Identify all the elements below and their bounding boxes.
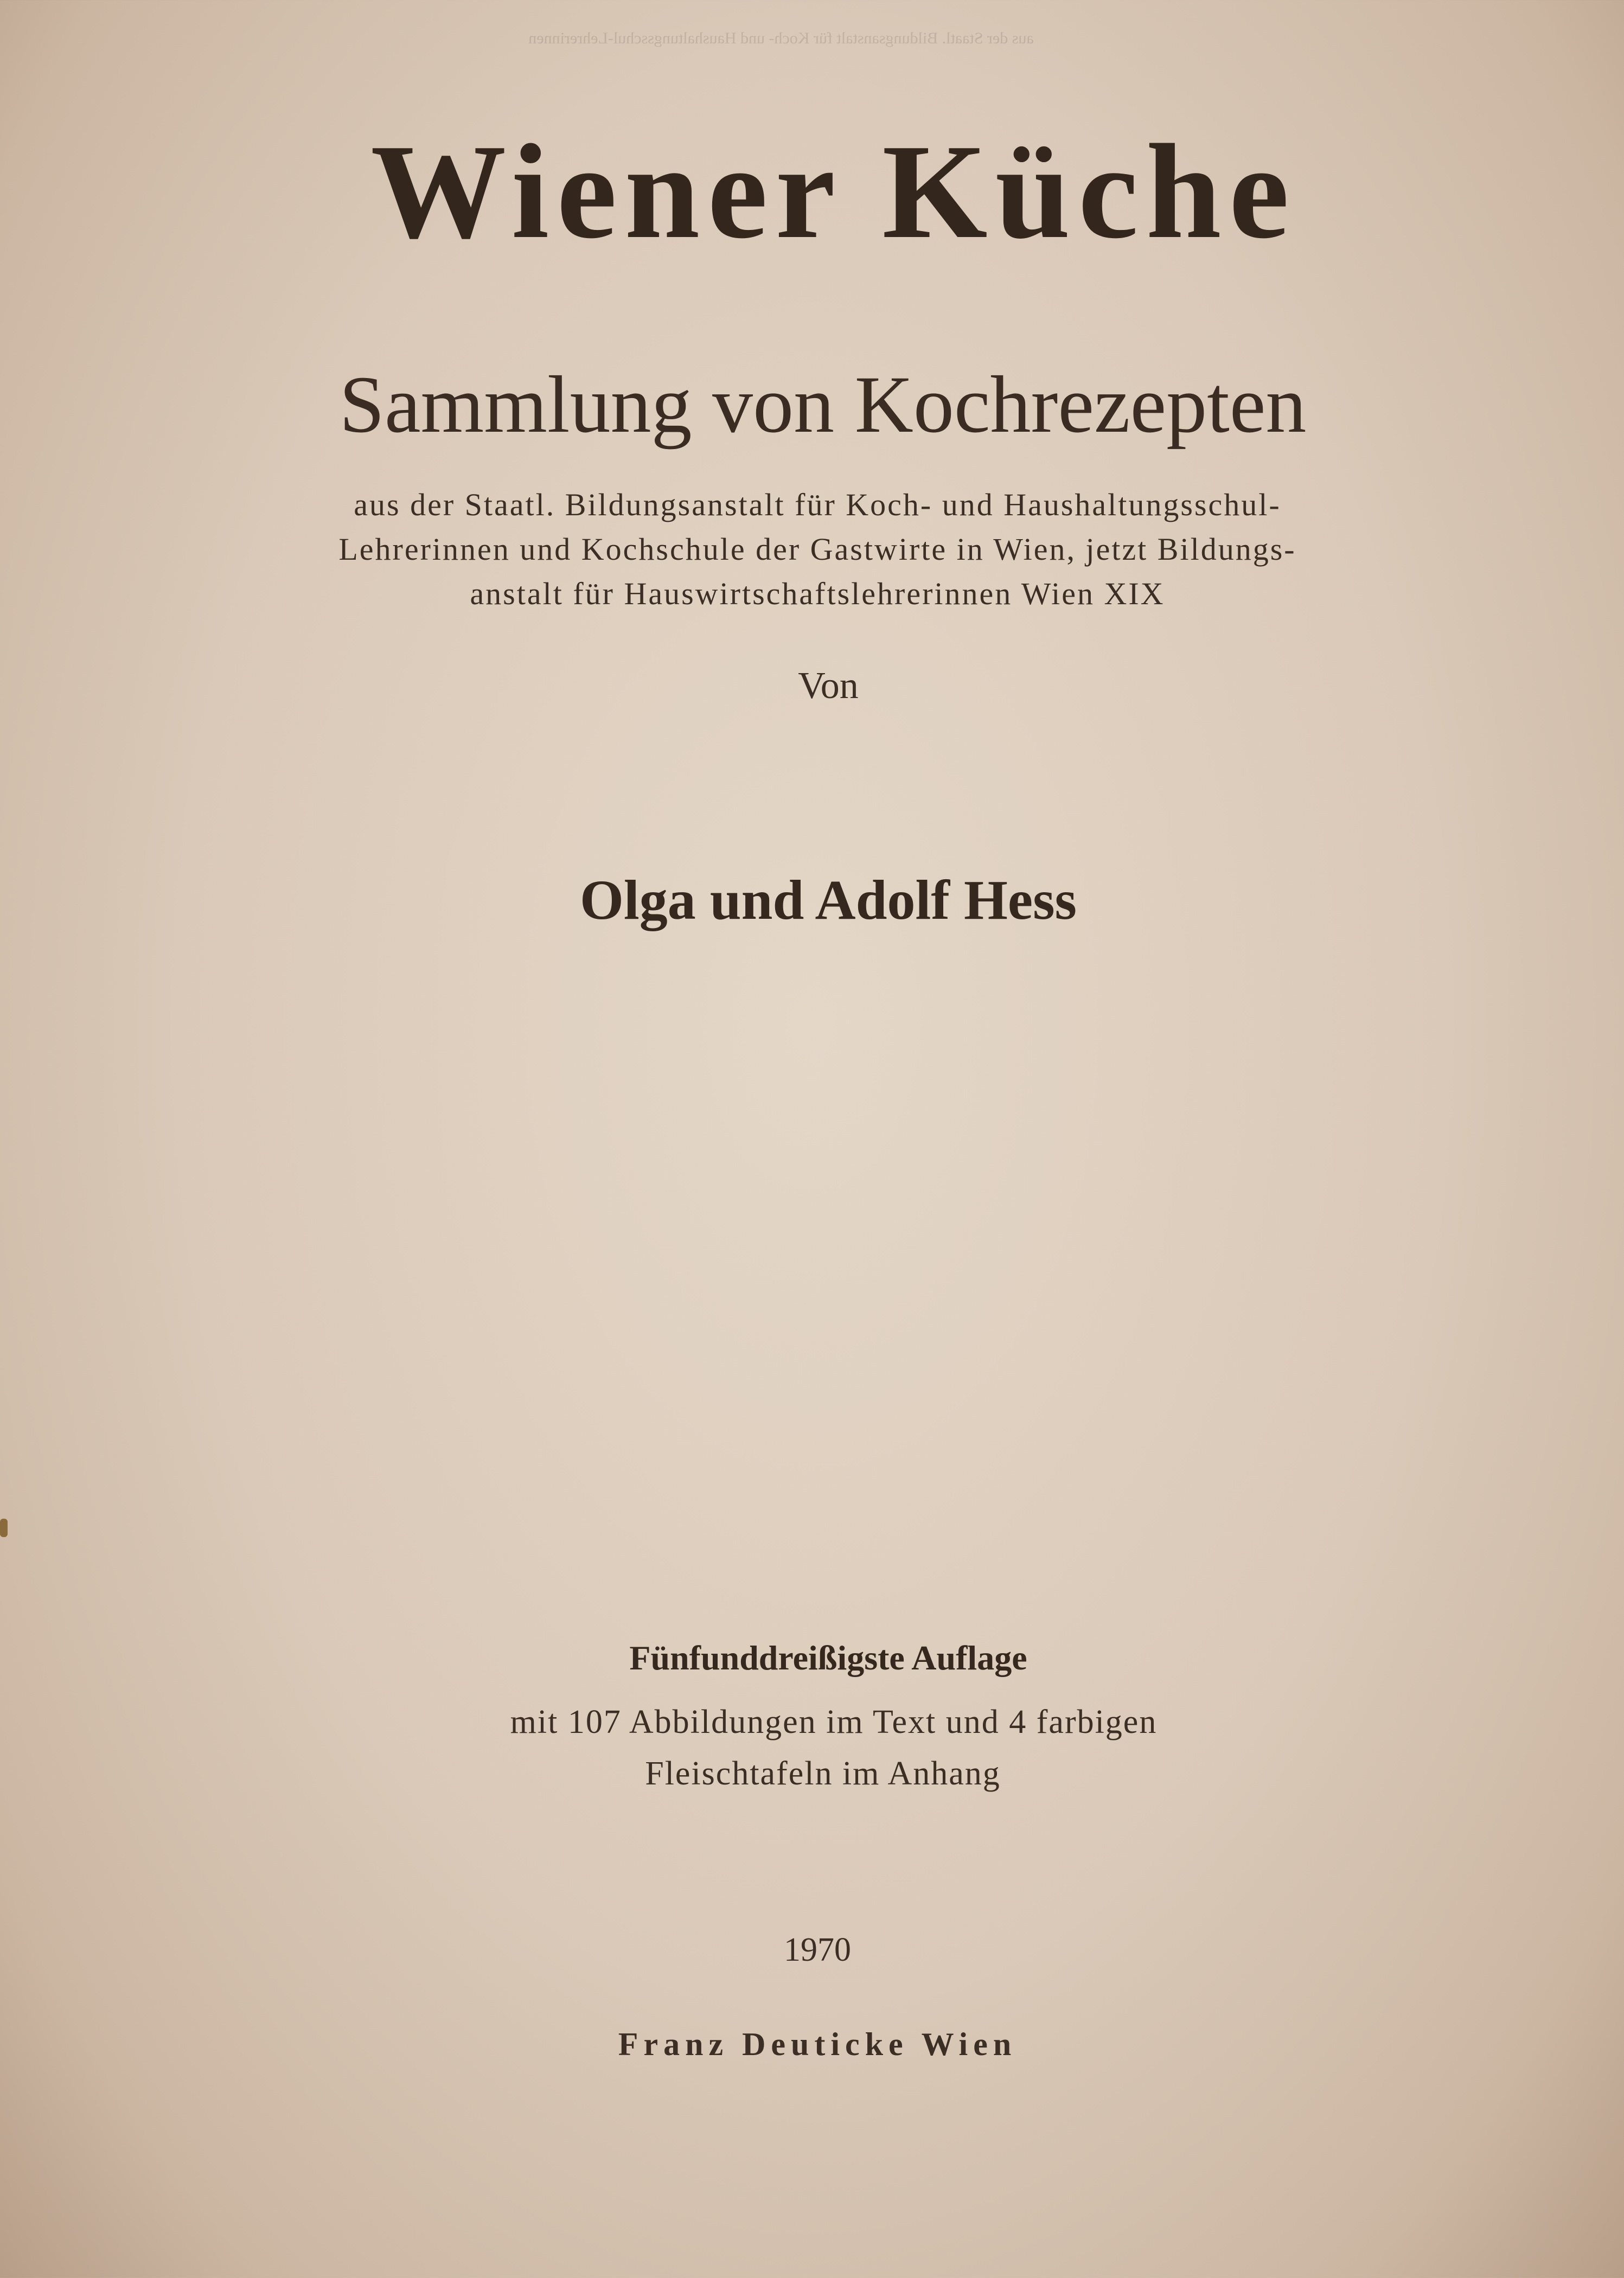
description-line: Lehrerinnen und Kochschule der Gastwirte in Wien, jetzt Bildungs- xyxy=(338,532,1296,567)
publisher: Franz Deuticke Wien xyxy=(618,2026,1017,2062)
edition-detail: Fleischtafeln im Anhang xyxy=(645,1755,1001,1792)
book-title: Wiener Küche xyxy=(370,117,1297,267)
description-line: aus der Staatl. Bildungsanstalt für Koch- und Haushaltungsschul- xyxy=(354,487,1281,522)
show-through-header: aus der Staatl. Bildungsanstalt für Koch- und Haushaltungsschul-Lehrerinnen xyxy=(528,29,1034,47)
paper-speck xyxy=(0,1519,8,1537)
institution-description xyxy=(5,483,1624,616)
description-line: anstalt für Hauswirtschaftslehrerinnen Wien XIX xyxy=(470,576,1165,611)
authors: Olga und Adolf Hess xyxy=(579,869,1077,931)
publication-year: 1970 xyxy=(784,1931,851,1968)
edition-detail: mit 107 Abbildungen im Text und 4 farbigen xyxy=(510,1704,1158,1741)
book-subtitle: Sammlung von Kochrezepten xyxy=(339,360,1307,450)
edition: Fünfunddreißigste Auflage xyxy=(629,1639,1027,1677)
byline: Von xyxy=(798,665,859,707)
